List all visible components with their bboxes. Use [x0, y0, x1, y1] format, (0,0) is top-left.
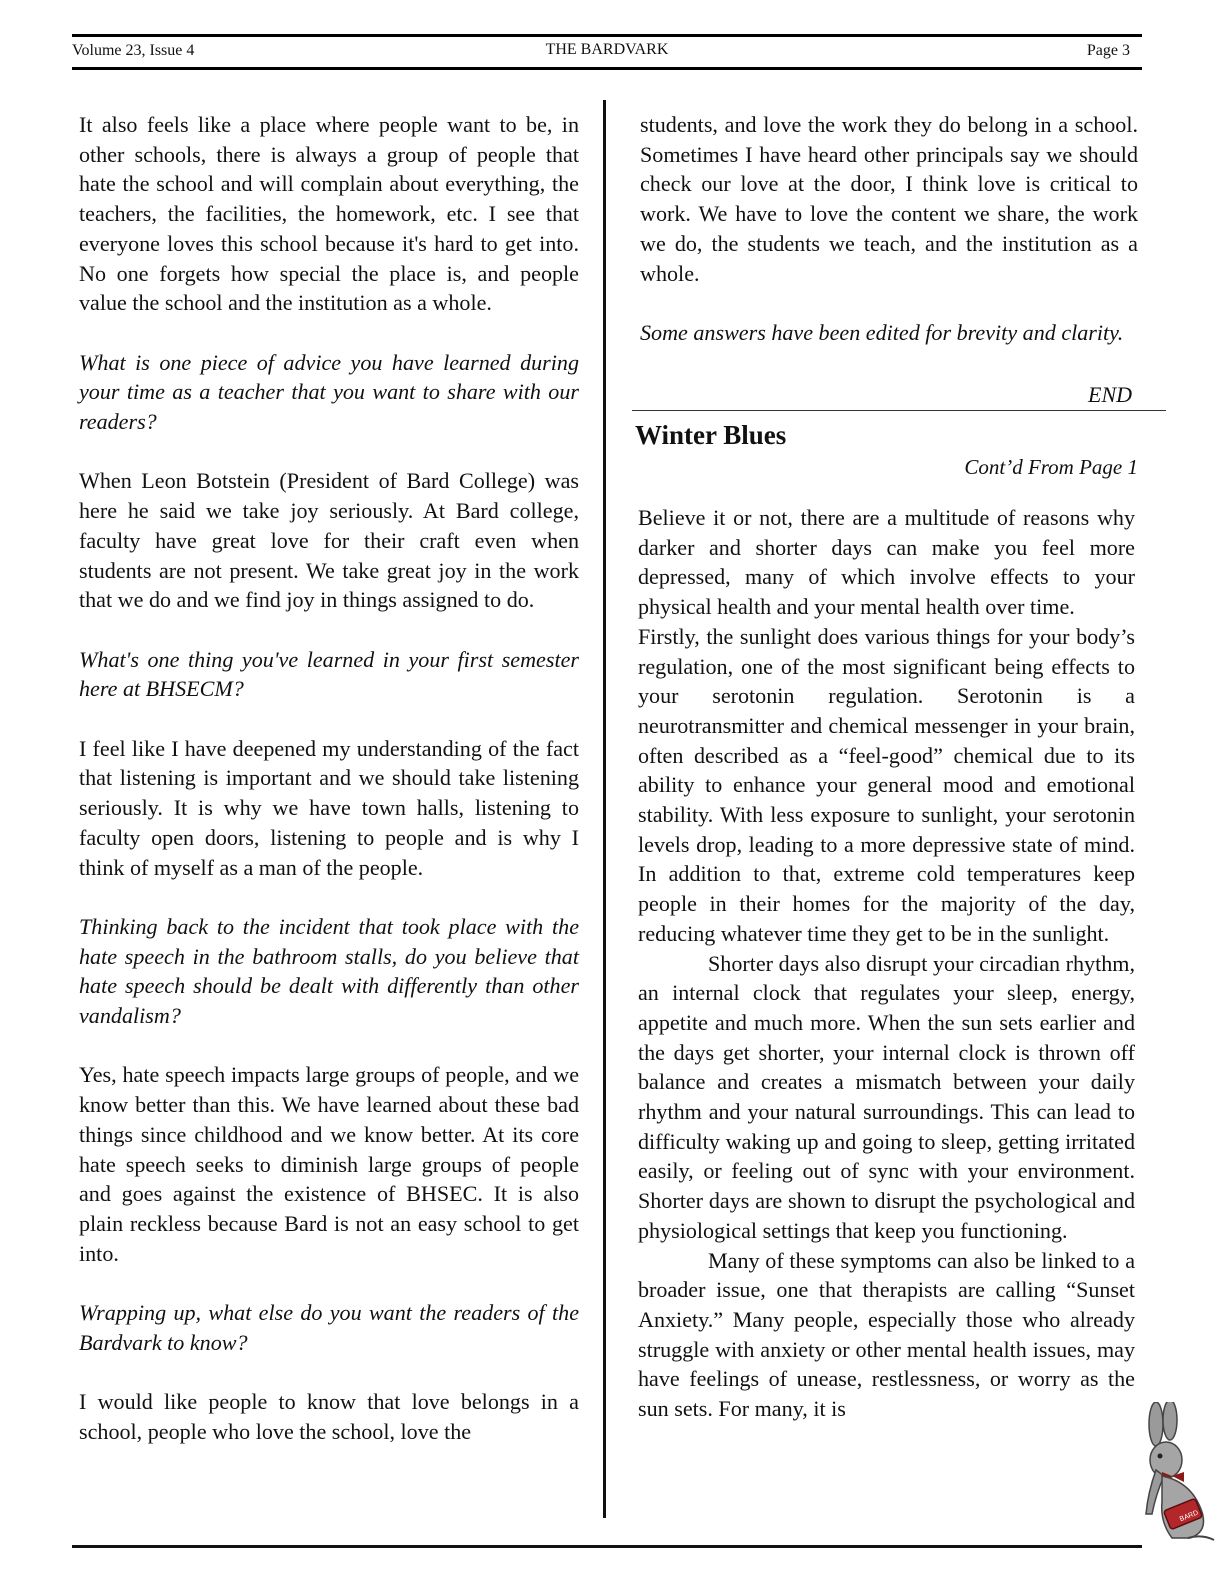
article-body — [638, 503, 1135, 1424]
interview-column-right — [640, 110, 1138, 377]
interview-column-left — [79, 110, 579, 1476]
interview-question: What's one thing you've learned in your first semester here at BHSECM? — [79, 646, 579, 702]
interview-question: What is one piece of advice you have learned during your time as a teacher that you want to share with our readers? — [79, 349, 579, 435]
editorial-note: Some answers have been edited for brevity and clarity. — [640, 319, 1124, 345]
newspaper-title: THE BARDVARK — [545, 41, 669, 58]
section-rule — [632, 410, 1166, 411]
interview-answer: Yes, hate speech impacts large groups of people, and we know better than this. We have learned about these bad things since childhood and we know better. At its core hate speech seeks to diminish large groups of people and goes against the existence of BHSEC. It is also plain reckless because Bard is not an easy school to get into. — [79, 1062, 579, 1266]
article-paragraph: Shorter days also disrupt your circadian rhythm, an internal clock that regulates your sleep, energy, appetite and much more. When the sun sets earlier and the days get shorter, your internal clock is thrown off balance and creates a mismatch between your daily rhythm and your natural surroundings. This can lead to difficulty waking up and going to sleep, getting irritated easily, or feeling out of sync with your environment. Shorter days are shown to disrupt the psychological and physiological settings that keep you functioning. — [638, 950, 1135, 1243]
interview-answer: students, and love the work they do belong in a school. Sometimes I have heard other principals say we should check our love at the door, I think love is critical to work. We have to love the content we share, the work we do, the students we teach, and the institution as a whole. — [640, 112, 1138, 286]
volume-issue: Volume 23, Issue 4 — [72, 42, 195, 59]
article-paragraph: Many of these symptoms can also be linked to a broader issue, one that therapists are calling “Sunset Anxiety.” Many people, especially those who already struggle with anxiety or other mental health issues, may have feelings of unease, restlessness, or worry as the sun sets. For many, it is — [638, 1247, 1135, 1422]
article-paragraph: Believe it or not, there are a multitude of reasons why darker and shorter days can make you feel more depressed, many of which involve effects to your physical health and your mental health over time. — [638, 505, 1135, 620]
footer-rule — [72, 1545, 1142, 1548]
mascot-book-label: BARD — [1178, 1509, 1200, 1524]
interview-question: Wrapping up, what else do you want the readers of the Bardvark to know? — [79, 1300, 579, 1355]
article-title: Winter Blues — [635, 420, 787, 450]
continued-from: Cont’d From Page 1 — [964, 455, 1138, 479]
end-marker: END — [1088, 382, 1132, 407]
aardvark-mascot-icon — [1142, 1402, 1224, 1542]
page-number: Page 3 — [1086, 42, 1130, 59]
article-paragraph: Firstly, the sunlight does various things for your body’s regulation, one of the most significant being effects to your serotonin regulation. Serotonin is a neurotransmitter and chemical messenger in your brain, often described as a “feel-good” chemical due to its ability to enhance your general mood and emotional stability. With less exposure to sunlight, your serotonin levels drop, leading to a more depressive state of mind. In addition to that, extreme cold temperatures keep people in their homes for the majority of the day, reducing whatever time they get to be in the sunlight. — [638, 623, 1135, 946]
column-divider — [603, 100, 606, 1518]
masthead — [72, 34, 1142, 70]
interview-answer: I feel like I have deepened my understanding of the fact that listening is important and we should take listening seriously. It is why we have town halls, listening to faculty open doors, listening to people and is why I think of myself as a man of the people. — [79, 735, 579, 880]
interview-answer: It also feels like a place where people want to be, in other schools, there is always a group of people that hate the school and will complain about everything, the teachers, the facilities, the homework, etc. I see that everyone loves this school because it's hard to get into. No one forgets how special the place is, and people value the school and the institution as a whole. — [79, 112, 579, 316]
interview-answer: When Leon Botstein (President of Bard College) was here he said we take joy seriously. At Bard college, faculty have great love for their craft even when students are not present. We take great joy in the work that we do and we find joy in things assigned to do. — [79, 468, 579, 613]
interview-answer: I would like people to know that love belongs in a school, people who love the school, love the — [79, 1389, 579, 1444]
interview-question: Thinking back to the incident that took place with the hate speech in the bathroom stalls, do you believe that hate speech should be dealt with differently than other vandalism? — [79, 913, 579, 1029]
